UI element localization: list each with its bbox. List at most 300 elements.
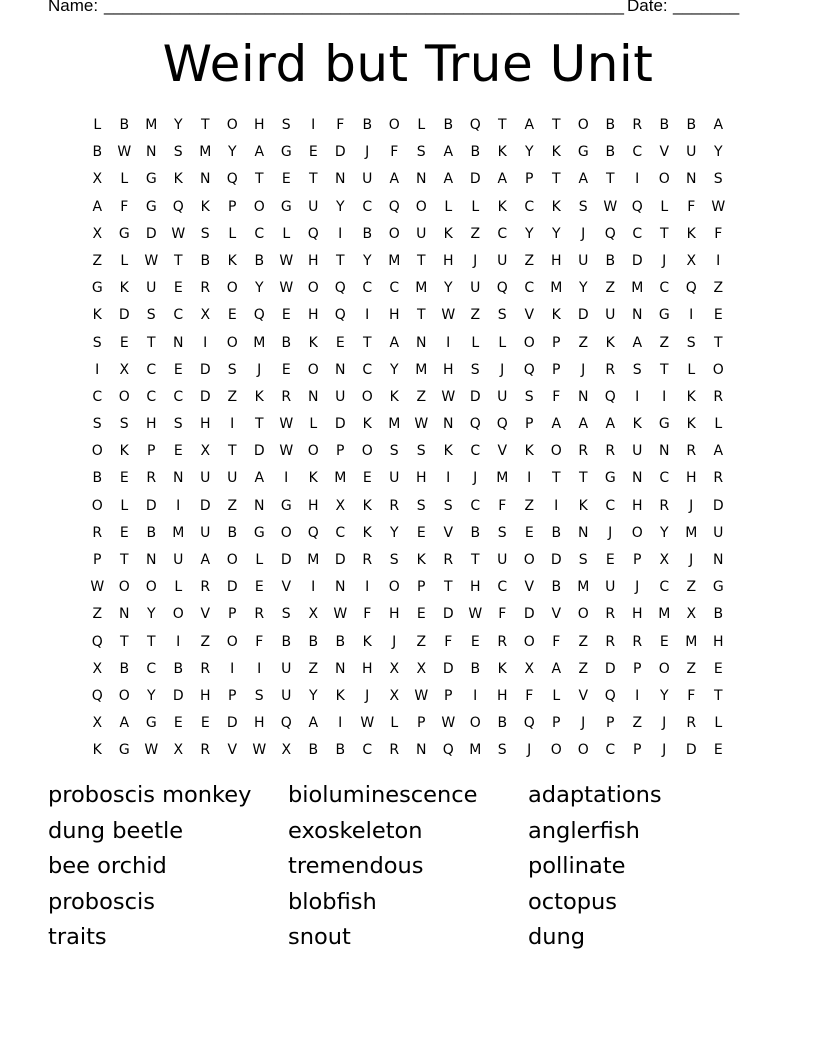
grid-letter: K [119, 443, 130, 460]
grid-letter: G [280, 497, 293, 514]
grid-letter: E [713, 660, 724, 677]
grid-letter: A [254, 144, 265, 161]
grid-letter: I [473, 687, 478, 704]
grid-letter: O [523, 552, 536, 568]
grid-letter: Y [335, 198, 346, 215]
grid-letter: X [686, 606, 697, 623]
grid-letter: O [523, 633, 536, 650]
grid-letter: Y [227, 144, 238, 161]
grid-letter: U [497, 552, 508, 568]
grid-letter: A [200, 552, 211, 568]
grid-letter: T [659, 361, 670, 378]
grid-letter: C [146, 388, 157, 405]
grid-letter: T [713, 334, 724, 351]
grid-letter: T [119, 552, 130, 568]
grid-letter: F [552, 388, 561, 405]
grid-letter: S [173, 144, 184, 161]
grid-letter: B [335, 742, 346, 759]
grid-letter: N [335, 579, 346, 596]
grid-letter: P [444, 687, 453, 704]
grid-letter: G [280, 198, 293, 215]
grid-letter: V [227, 742, 238, 759]
grid-letter: S [497, 307, 508, 324]
grid-letter: J [581, 225, 586, 242]
grid-letter: O [631, 524, 644, 541]
grid-letter: J [581, 715, 586, 732]
grid-letter: V [443, 524, 454, 541]
grid-letter: B [92, 470, 103, 487]
grid-letter: I [284, 470, 289, 487]
grid-letter: E [119, 524, 130, 541]
grid-letter: S [524, 388, 535, 405]
grid-letter: W [279, 443, 294, 460]
grid-letter: U [227, 470, 238, 487]
grid-letter: K [362, 416, 373, 433]
grid-letter: X [308, 606, 319, 623]
word-bank-item: tremendous [288, 853, 424, 879]
grid-letter: E [659, 633, 670, 650]
grid-letter: A [605, 416, 616, 433]
grid-letter: I [311, 579, 316, 596]
grid-letter: X [281, 742, 292, 759]
grid-letter: B [605, 144, 616, 161]
grid-letter: H [253, 715, 266, 732]
grid-letter: Z [416, 388, 427, 405]
grid-letter: T [578, 470, 589, 487]
grid-letter: V [659, 144, 670, 161]
grid-letter: A [578, 416, 589, 433]
grid-letter: M [253, 334, 266, 351]
grid-letter: Q [91, 633, 104, 650]
grid-letter: D [685, 742, 698, 759]
grid-letter: C [497, 579, 508, 596]
grid-letter: H [145, 416, 158, 433]
grid-letter: Z [578, 334, 589, 351]
grid-letter: Q [469, 416, 482, 433]
grid-letter: L [660, 198, 669, 215]
grid-row [84, 737, 732, 764]
grid-letter: I [95, 361, 100, 378]
grid-letter: R [605, 361, 616, 378]
grid-letter: F [714, 225, 723, 242]
grid-row [84, 248, 732, 275]
grid-letter: S [686, 334, 697, 351]
word-bank-item: exoskeleton [288, 817, 423, 844]
grid-letter: T [416, 307, 427, 324]
grid-letter: L [120, 497, 129, 514]
grid-letter: M [685, 524, 698, 541]
grid-letter: K [443, 443, 454, 460]
grid-letter: U [308, 198, 319, 215]
grid-letter: B [119, 660, 130, 677]
grid-letter: L [471, 334, 480, 351]
grid-letter: T [146, 334, 157, 351]
grid-letter: Y [146, 687, 157, 704]
grid-letter: N [632, 307, 643, 324]
grid-letter: O [415, 198, 428, 215]
grid-letter: N [200, 171, 211, 188]
grid-letter: G [577, 144, 590, 161]
grid-letter: Z [605, 280, 616, 297]
grid-letter: D [334, 144, 347, 161]
grid-letter: N [335, 361, 346, 378]
grid-letter: K [362, 633, 373, 650]
grid-letter: I [203, 334, 208, 351]
grid-letter: G [91, 280, 104, 297]
grid-letter: G [658, 307, 671, 324]
grid-letter: S [416, 144, 427, 161]
grid-letter: B [659, 117, 670, 133]
grid-letter: C [659, 579, 670, 596]
grid-letter: M [307, 552, 320, 568]
grid-letter: G [145, 715, 158, 732]
grid-letter: U [146, 280, 157, 297]
grid-letter: F [687, 198, 696, 215]
grid-letter: S [578, 552, 589, 568]
grid-letter: Q [523, 361, 536, 378]
grid-letter: W [144, 252, 159, 269]
grid-letter: J [689, 497, 694, 514]
grid-letter: S [227, 361, 238, 378]
grid-letter: K [119, 280, 130, 297]
grid-letter: P [417, 715, 426, 732]
grid-letter: Q [604, 687, 617, 704]
grid-letter: D [199, 497, 212, 514]
grid-letter: S [281, 117, 292, 133]
grid-letter: W [441, 715, 456, 732]
grid-letter: H [415, 470, 428, 487]
grid-letter: R [146, 470, 157, 487]
grid-letter: E [173, 715, 184, 732]
grid-row [84, 683, 732, 710]
grid-letter: U [713, 524, 724, 541]
grid-letter: M [631, 280, 644, 297]
grid-letter: H [307, 307, 320, 324]
grid-letter: P [228, 687, 237, 704]
grid-letter: B [470, 144, 481, 161]
grid-letter: F [498, 497, 507, 514]
grid-letter: Z [227, 388, 238, 405]
grid-letter: Y [659, 524, 670, 541]
grid-letter: G [145, 198, 158, 215]
grid-letter: S [389, 443, 400, 460]
grid-letter: W [279, 252, 294, 269]
grid-letter: Q [631, 198, 644, 215]
grid-letter: D [253, 443, 266, 460]
grid-letter: C [362, 361, 373, 378]
grid-letter: E [119, 470, 130, 487]
grid-letter: C [470, 443, 481, 460]
grid-letter: C [632, 144, 643, 161]
grid-letter: R [659, 497, 670, 514]
grid-letter: F [255, 633, 264, 650]
grid-row [84, 384, 732, 411]
grid-letter: J [581, 361, 586, 378]
grid-letter: W [279, 280, 294, 297]
grid-letter: O [118, 687, 131, 704]
grid-letter: E [173, 443, 184, 460]
grid-letter: N [659, 443, 670, 460]
grid-letter: Y [524, 144, 535, 161]
grid-letter: J [257, 361, 262, 378]
grid-letter: L [309, 416, 318, 433]
word-bank-column [288, 778, 528, 956]
grid-letter: O [469, 715, 482, 732]
grid-letter: J [635, 579, 640, 596]
grid-letter: H [469, 579, 482, 596]
grid-letter: W [711, 198, 726, 215]
grid-letter: C [497, 225, 508, 242]
grid-letter: B [470, 524, 481, 541]
grid-letter: D [550, 552, 563, 568]
grid-letter: D [442, 660, 455, 677]
grid-letter: K [308, 470, 319, 487]
grid-letter: O [658, 171, 671, 188]
grid-letter: T [659, 225, 670, 242]
grid-letter: U [497, 388, 508, 405]
grid-letter: M [415, 361, 428, 378]
grid-letter: G [712, 579, 725, 596]
grid-letter: H [550, 252, 563, 269]
grid-letter: R [389, 742, 400, 759]
grid-letter: Q [307, 524, 320, 541]
grid-letter: I [635, 171, 640, 188]
grid-letter: U [362, 171, 373, 188]
grid-letter: T [551, 171, 562, 188]
grid-letter: Y [254, 280, 265, 297]
grid-letter: H [685, 470, 698, 487]
grid-row [84, 302, 732, 329]
grid-letter: I [635, 687, 640, 704]
grid-letter: I [311, 117, 316, 133]
grid-letter: E [119, 334, 130, 351]
grid-letter: G [280, 144, 293, 161]
grid-letter: L [93, 117, 102, 133]
grid-letter: R [713, 388, 724, 405]
grid-letter: E [524, 524, 535, 541]
grid-letter: A [92, 198, 103, 215]
grid-letter: W [360, 715, 375, 732]
grid-letter: Y [659, 687, 670, 704]
grid-letter: G [118, 742, 131, 759]
grid-letter: I [662, 388, 667, 405]
grid-letter: O [118, 388, 131, 405]
grid-letter: B [281, 334, 292, 351]
grid-letter: H [631, 497, 644, 514]
grid-letter: B [173, 660, 184, 677]
grid-letter: H [199, 687, 212, 704]
grid-letter: I [446, 470, 451, 487]
grid-letter: F [525, 687, 534, 704]
grid-row [84, 166, 732, 193]
grid-letter: E [281, 307, 292, 324]
grid-letter: R [443, 552, 454, 568]
grid-letter: A [254, 470, 265, 487]
grid-letter: U [497, 252, 508, 269]
grid-letter: L [498, 334, 507, 351]
grid-letter: K [335, 687, 346, 704]
grid-letter: H [712, 633, 725, 650]
grid-letter: A [497, 171, 508, 188]
grid-letter: N [416, 334, 427, 351]
grid-letter: N [335, 660, 346, 677]
grid-letter: B [551, 579, 562, 596]
grid-letter: O [253, 198, 266, 215]
grid-letter: K [443, 225, 454, 242]
grid-letter: D [604, 660, 617, 677]
grid-letter: J [365, 687, 370, 704]
grid-letter: Q [442, 742, 455, 759]
grid-letter: Z [470, 225, 481, 242]
grid-letter: O [577, 117, 590, 133]
grid-letter: O [172, 606, 185, 623]
grid-letter: O [658, 660, 671, 677]
grid-letter: T [362, 334, 373, 351]
grid-letter: Q [91, 687, 104, 704]
grid-letter: H [361, 660, 374, 677]
grid-letter: K [551, 198, 562, 215]
grid-letter: U [686, 144, 697, 161]
grid-letter: K [362, 524, 373, 541]
grid-letter: K [551, 307, 562, 324]
grid-letter: Z [308, 660, 319, 677]
grid-letter: D [280, 552, 293, 568]
grid-letter: K [497, 144, 508, 161]
grid-letter: F [687, 687, 696, 704]
grid-letter: O [577, 606, 590, 623]
grid-letter: Y [362, 252, 373, 269]
grid-letter: C [362, 280, 373, 297]
grid-letter: T [470, 552, 481, 568]
grid-letter: R [200, 579, 211, 596]
grid-letter: S [632, 361, 643, 378]
grid-letter: P [147, 443, 156, 460]
grid-letter: P [336, 443, 345, 460]
grid-letter: I [365, 579, 370, 596]
grid-letter: O [577, 742, 590, 759]
grid-letter: C [362, 198, 373, 215]
grid-letter: U [605, 579, 616, 596]
grid-letter: J [473, 252, 478, 269]
grid-letter: Q [604, 388, 617, 405]
grid-letter: F [363, 606, 372, 623]
grid-letter: B [605, 252, 616, 269]
grid-letter: G [604, 470, 617, 487]
grid-letter: N [335, 171, 346, 188]
grid-letter: O [91, 443, 104, 460]
grid-letter: B [686, 117, 697, 133]
grid-letter: X [200, 443, 211, 460]
grid-letter: W [144, 742, 159, 759]
grid-letter: Y [443, 280, 454, 297]
grid-letter: E [173, 361, 184, 378]
grid-letter: O [226, 280, 239, 297]
grid-letter: R [200, 660, 211, 677]
grid-letter: Y [551, 225, 562, 242]
grid-letter: J [527, 742, 532, 759]
grid-letter: P [417, 579, 426, 596]
grid-letter: B [146, 524, 157, 541]
grid-letter: I [176, 633, 181, 650]
grid-letter: U [335, 388, 346, 405]
grid-letter: Y [146, 606, 157, 623]
grid-letter: I [716, 252, 721, 269]
grid-letter: R [200, 742, 211, 759]
grid-letter: O [307, 443, 320, 460]
grid-letter: O [361, 443, 374, 460]
grid-letter: I [689, 307, 694, 324]
grid-letter: I [527, 470, 532, 487]
grid-letter: E [713, 742, 724, 759]
grid-letter: S [578, 198, 589, 215]
grid-letter: Z [578, 660, 589, 677]
grid-letter: E [605, 552, 616, 568]
grid-letter: Z [578, 633, 589, 650]
grid-letter: Q [604, 225, 617, 242]
grid-letter: T [308, 171, 319, 188]
grid-letter: L [687, 361, 696, 378]
grid-letter: P [93, 552, 102, 568]
grid-letter: B [200, 252, 211, 269]
grid-letter: L [228, 225, 237, 242]
grid-letter: V [200, 606, 211, 623]
grid-letter: B [470, 660, 481, 677]
grid-letter: I [635, 388, 640, 405]
grid-letter: Q [523, 715, 536, 732]
grid-letter: S [443, 497, 454, 514]
grid-letter: C [389, 280, 400, 297]
grid-letter: S [281, 606, 292, 623]
grid-letter: C [605, 497, 616, 514]
grid-letter: Z [524, 497, 535, 514]
grid-letter: E [281, 171, 292, 188]
grid-letter: K [389, 388, 400, 405]
date-blank-line: _______ [673, 0, 740, 15]
grid-letter: E [308, 144, 319, 161]
grid-letter: Y [524, 225, 535, 242]
grid-letter: U [200, 524, 211, 541]
grid-letter: G [145, 171, 158, 188]
grid-letter: D [334, 416, 347, 433]
grid-letter: A [308, 715, 319, 732]
grid-letter: F [498, 606, 507, 623]
grid-letter: X [389, 687, 400, 704]
grid-letter: I [338, 715, 343, 732]
grid-letter: R [632, 117, 643, 133]
grid-letter: B [362, 117, 373, 133]
grid-letter: L [552, 687, 561, 704]
grid-letter: N [173, 470, 184, 487]
grid-letter: M [145, 117, 158, 133]
grid-letter: Y [173, 117, 184, 133]
grid-letter: U [281, 660, 292, 677]
grid-letter: I [365, 307, 370, 324]
grid-letter: G [253, 524, 266, 541]
grid-letter: O [307, 361, 320, 378]
grid-letter: K [686, 225, 697, 242]
grid-letter: K [200, 198, 211, 215]
grid-letter: T [254, 171, 265, 188]
grid-letter: I [176, 497, 181, 514]
grid-letter: E [335, 334, 346, 351]
grid-letter: U [200, 470, 211, 487]
grid-letter: Z [713, 280, 724, 297]
grid-letter: K [416, 552, 427, 568]
grid-letter: H [442, 252, 455, 269]
grid-letter: Q [280, 715, 293, 732]
grid-letter: B [497, 715, 508, 732]
grid-letter: H [388, 606, 401, 623]
